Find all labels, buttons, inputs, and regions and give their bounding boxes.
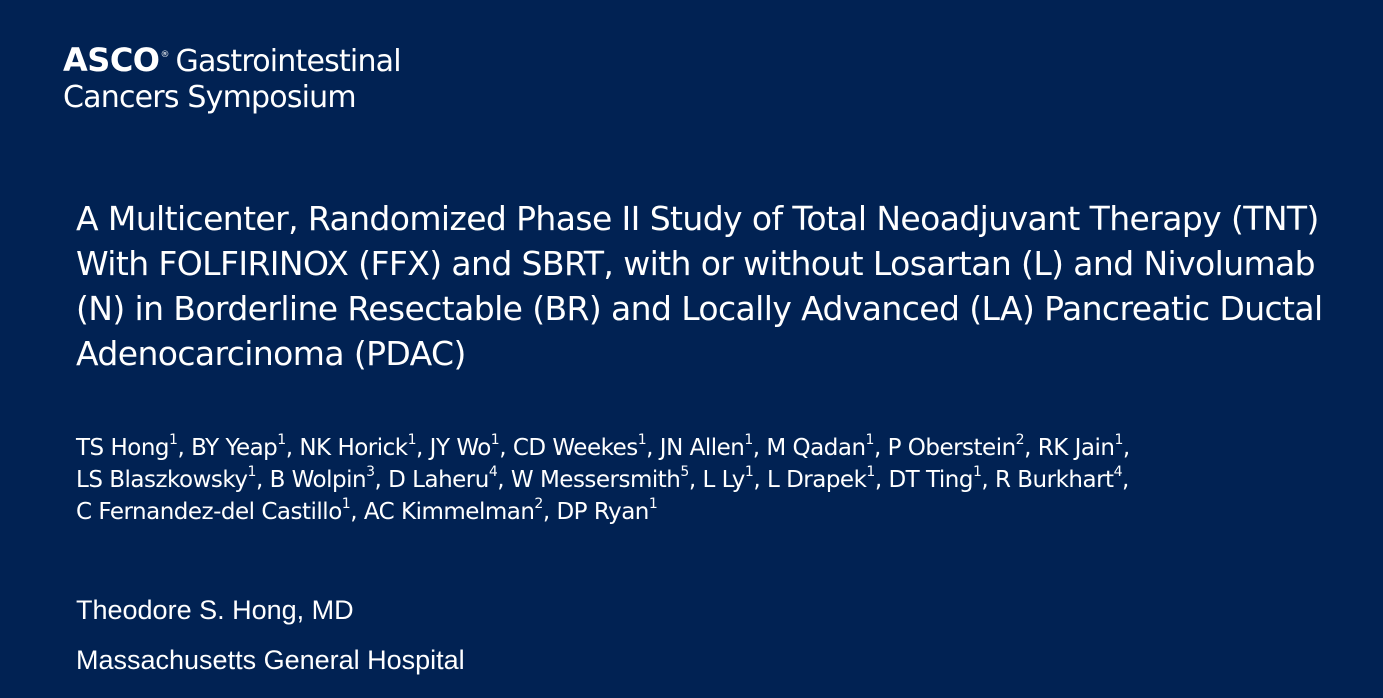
author — [994, 464, 1122, 493]
author-list: TS Hong$^1$, BY Yeap$^1$, NK Horick$^1$, JY Wo$^1$, CD Weekes$^1$, JN Allen$^1$, M Qadan$^1$, P Oberstein$^2$, RK Jain$^1$, LS Blaszkowsky$^1$, B Wolpin$^3$, D Laheru$^4$, W Messersmith$^5$, L Ly$^1$, L Drapek$^1$, DT Ting$^1$, R Burkhart$^4$, C Fernandez-del Castillo$^1$, AC Kimmelman$^2$, DP Ryan$^1$ — [76, 432, 1130, 525]
author-name: CD Weekes — [512, 435, 638, 461]
author-affiliation: 2 — [534, 496, 543, 513]
author — [388, 464, 498, 493]
logo-line-1 — [63, 41, 401, 79]
author-affiliation: 5 — [680, 464, 689, 481]
logo-asco-wordmark: ASCO — [63, 41, 160, 79]
author-name: BY Yeap — [191, 435, 278, 461]
author-name: P Oberstein — [887, 435, 1016, 461]
presenter-institution: Massachusetts General Hospital — [76, 645, 465, 675]
author-name: TS Hong — [76, 435, 170, 461]
presenter-name: Theodore S. Hong, MD — [76, 595, 354, 625]
author-affiliation: 1 — [1114, 432, 1123, 449]
author — [269, 464, 375, 493]
author-affiliation: 1 — [972, 464, 982, 481]
author — [429, 432, 500, 461]
author-affiliation: 1 — [341, 496, 351, 513]
author-name: LS Blaszkowsky — [76, 467, 248, 493]
author-name: DT Ting — [888, 467, 973, 493]
author — [76, 464, 256, 493]
author — [888, 464, 982, 493]
author-affiliation: 1 — [637, 432, 647, 449]
author-name: W Messersmith — [510, 467, 681, 493]
author-affiliation: 4 — [488, 464, 498, 481]
author-affiliation: 2 — [1015, 432, 1025, 449]
logo-line-2: Cancers Symposium — [63, 80, 356, 115]
author-name: L Ly — [702, 467, 745, 493]
author-affiliation: 1 — [866, 464, 875, 481]
author — [299, 432, 417, 461]
author-name: AC Kimmelman — [363, 499, 535, 525]
author-affiliation: 1 — [648, 496, 658, 513]
author — [556, 496, 658, 525]
author-name: NK Horick — [299, 435, 408, 461]
author-name: L Drapek — [766, 467, 867, 493]
presentation-title: A Multicenter, Randomized Phase II Study of Total Neoadjuvant Therapy (TNT) With FOLFIRINOX (FFX) and SBRT, with or without Losartan (L) and Nivolumab (N) in Borderline Resectable (BR) and Locally Advanced (LA) Pancreatic Ductal Adenocarcinoma (PDAC) — [76, 199, 1323, 373]
logo-registered-mark: ® — [160, 50, 170, 60]
author-affiliation: 1 — [169, 432, 178, 449]
author-affiliation: 1 — [490, 432, 500, 449]
author-affiliation: 1 — [865, 432, 874, 449]
author — [766, 432, 874, 461]
author — [887, 432, 1025, 461]
author-name: RK Jain — [1037, 435, 1115, 461]
author — [76, 432, 178, 461]
author-affiliation: 1 — [407, 432, 417, 449]
asco-gi-logo — [63, 41, 401, 115]
author — [702, 464, 754, 493]
author-name: DP Ryan — [556, 499, 649, 525]
author-name: JY Wo — [429, 435, 491, 461]
author-affiliation: 4 — [1113, 464, 1122, 481]
author-name: R Burkhart — [994, 467, 1114, 493]
author-name: B Wolpin — [269, 467, 367, 493]
author-name: C Fernandez-del Castillo — [76, 499, 342, 525]
author — [659, 432, 753, 461]
author-name: JN Allen — [659, 435, 745, 461]
author-affiliation: 3 — [366, 464, 375, 481]
author — [191, 432, 286, 461]
author — [510, 464, 689, 493]
author-name: D Laheru — [388, 467, 489, 493]
author-affiliation: 1 — [247, 464, 256, 481]
author — [512, 432, 647, 461]
author — [76, 496, 351, 525]
logo-gastrointestinal: Gastrointestinal — [175, 44, 401, 79]
author-affiliation: 1 — [277, 432, 286, 449]
author-affiliation: 1 — [744, 464, 754, 481]
author — [363, 496, 543, 525]
author-affiliation: 1 — [744, 432, 753, 449]
author-name: M Qadan — [766, 435, 866, 461]
author — [1037, 432, 1123, 461]
author — [766, 464, 875, 493]
